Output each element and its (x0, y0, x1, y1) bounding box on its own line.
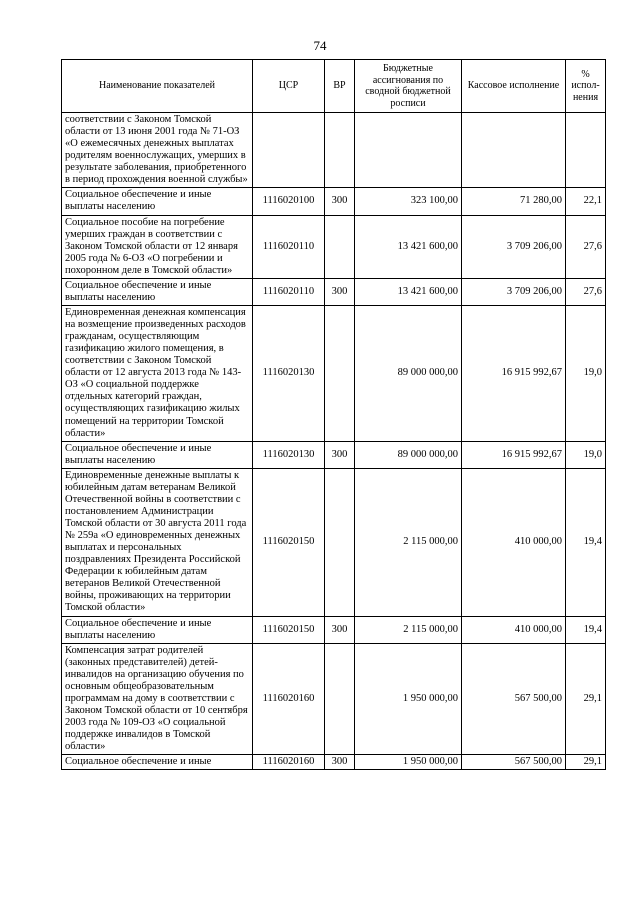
row-name: Социальное обеспечение и иные выплаты населению (62, 278, 253, 305)
row-percent: 29,1 (566, 643, 606, 755)
row-csr: 1116020150 (253, 468, 325, 616)
table-row (62, 441, 606, 468)
budget-table (61, 59, 606, 770)
row-name: Единовременные денежные выплаты к юбилейным датам ветеранам Великой Отечественной войны в соответствии с постановлением Администрации Томской области от 30 августа 2011 года № 259а «О единовременных денежных выплатах и персональных поздравлениях Президента Российской Федерации к юбилейным датам ветеранов Великой Отечественной войны, проживающих на территории Томской области» (62, 468, 253, 616)
row-execution: 567 500,00 (462, 755, 566, 770)
row-execution: 16 915 992,67 (462, 305, 566, 441)
row-assignments: 1 950 000,00 (355, 755, 462, 770)
row-csr (253, 113, 325, 188)
row-assignments: 13 421 600,00 (355, 215, 462, 278)
row-assignments: 2 115 000,00 (355, 468, 462, 616)
row-execution: 16 915 992,67 (462, 441, 566, 468)
table-row (62, 755, 606, 770)
row-percent: 19,4 (566, 616, 606, 643)
row-assignments (355, 113, 462, 188)
table-row (62, 468, 606, 616)
row-vr: 300 (325, 616, 355, 643)
row-execution: 3 709 206,00 (462, 215, 566, 278)
row-name: Единовременная денежная компенсация на возмещение произведенных расходов гражданам, осуществляющим газификацию жилого помещения, в соответствии с Законом Томской области от 12 августа 2013 года № 143-ОЗ «О социальной поддержке отдельных категорий граждан, осуществляющих газификацию жилых помещений на территории Томской области» (62, 305, 253, 441)
header-assignments: Бюджетные ассигнования по сводной бюджетной росписи (355, 60, 462, 113)
row-name: Социальное пособие на погребение умерших граждан в соответствии с Законом Томской области от 12 января 2005 года № 6-ОЗ «О погребении и похоронном деле в Томской области» (62, 215, 253, 278)
row-percent (566, 113, 606, 188)
row-vr (325, 113, 355, 188)
header-percent: % испол-нения (566, 60, 606, 113)
table-row (62, 305, 606, 441)
table-row (62, 215, 606, 278)
row-vr (325, 215, 355, 278)
row-percent: 19,0 (566, 441, 606, 468)
header-vr: ВР (325, 60, 355, 113)
row-vr: 300 (325, 278, 355, 305)
row-assignments: 13 421 600,00 (355, 278, 462, 305)
row-execution (462, 113, 566, 188)
row-execution: 410 000,00 (462, 468, 566, 616)
row-percent: 29,1 (566, 755, 606, 770)
row-vr (325, 305, 355, 441)
row-percent: 27,6 (566, 215, 606, 278)
row-percent: 19,0 (566, 305, 606, 441)
row-assignments: 1 950 000,00 (355, 643, 462, 755)
row-vr: 300 (325, 188, 355, 215)
row-assignments: 89 000 000,00 (355, 305, 462, 441)
row-csr: 1116020130 (253, 305, 325, 441)
row-name: Социальное обеспечение и иные (62, 755, 253, 770)
table-row (62, 188, 606, 215)
row-csr: 1116020150 (253, 616, 325, 643)
row-vr (325, 468, 355, 616)
row-execution: 410 000,00 (462, 616, 566, 643)
row-name: Социальное обеспечение и иные выплаты населению (62, 616, 253, 643)
row-csr: 1116020160 (253, 755, 325, 770)
row-csr: 1116020110 (253, 215, 325, 278)
row-assignments: 323 100,00 (355, 188, 462, 215)
row-assignments: 2 115 000,00 (355, 616, 462, 643)
row-csr: 1116020160 (253, 643, 325, 755)
header-csr: ЦСР (253, 60, 325, 113)
row-execution: 3 709 206,00 (462, 278, 566, 305)
table-header-row (62, 60, 606, 113)
row-percent: 22,1 (566, 188, 606, 215)
row-name: Компенсация затрат родителей (законных представителей) детей-инвалидов на организацию обучения по основным общеобразовательным программам на дому в соответствии с Законом Томской области от 10 сентября 2003 года № 109-ОЗ «О социальной поддержке инвалидов в Томской области» (62, 643, 253, 755)
row-name: Социальное обеспечение и иные выплаты населению (62, 188, 253, 215)
row-csr: 1116020100 (253, 188, 325, 215)
row-vr: 300 (325, 441, 355, 468)
row-vr: 300 (325, 755, 355, 770)
page-number: 74 (313, 38, 327, 53)
row-execution: 71 280,00 (462, 188, 566, 215)
header-name: Наименование показателей (62, 60, 253, 113)
row-execution: 567 500,00 (462, 643, 566, 755)
table-row (62, 616, 606, 643)
row-csr: 1116020110 (253, 278, 325, 305)
row-name: Социальное обеспечение и иные выплаты населению (62, 441, 253, 468)
header-execution: Кассовое исполнение (462, 60, 566, 113)
table-row (62, 278, 606, 305)
row-vr (325, 643, 355, 755)
row-csr: 1116020130 (253, 441, 325, 468)
row-percent: 27,6 (566, 278, 606, 305)
row-percent: 19,4 (566, 468, 606, 616)
table-row (62, 643, 606, 755)
table-row (62, 113, 606, 188)
row-name: соответствии с Законом Томской области от 13 июня 2001 года № 71-ОЗ «О ежемесячных денежных выплатах родителям военнослужащих, умерших в результате заболевания, приобретенного в период прохождения военной службы» (62, 113, 253, 188)
row-assignments: 89 000 000,00 (355, 441, 462, 468)
